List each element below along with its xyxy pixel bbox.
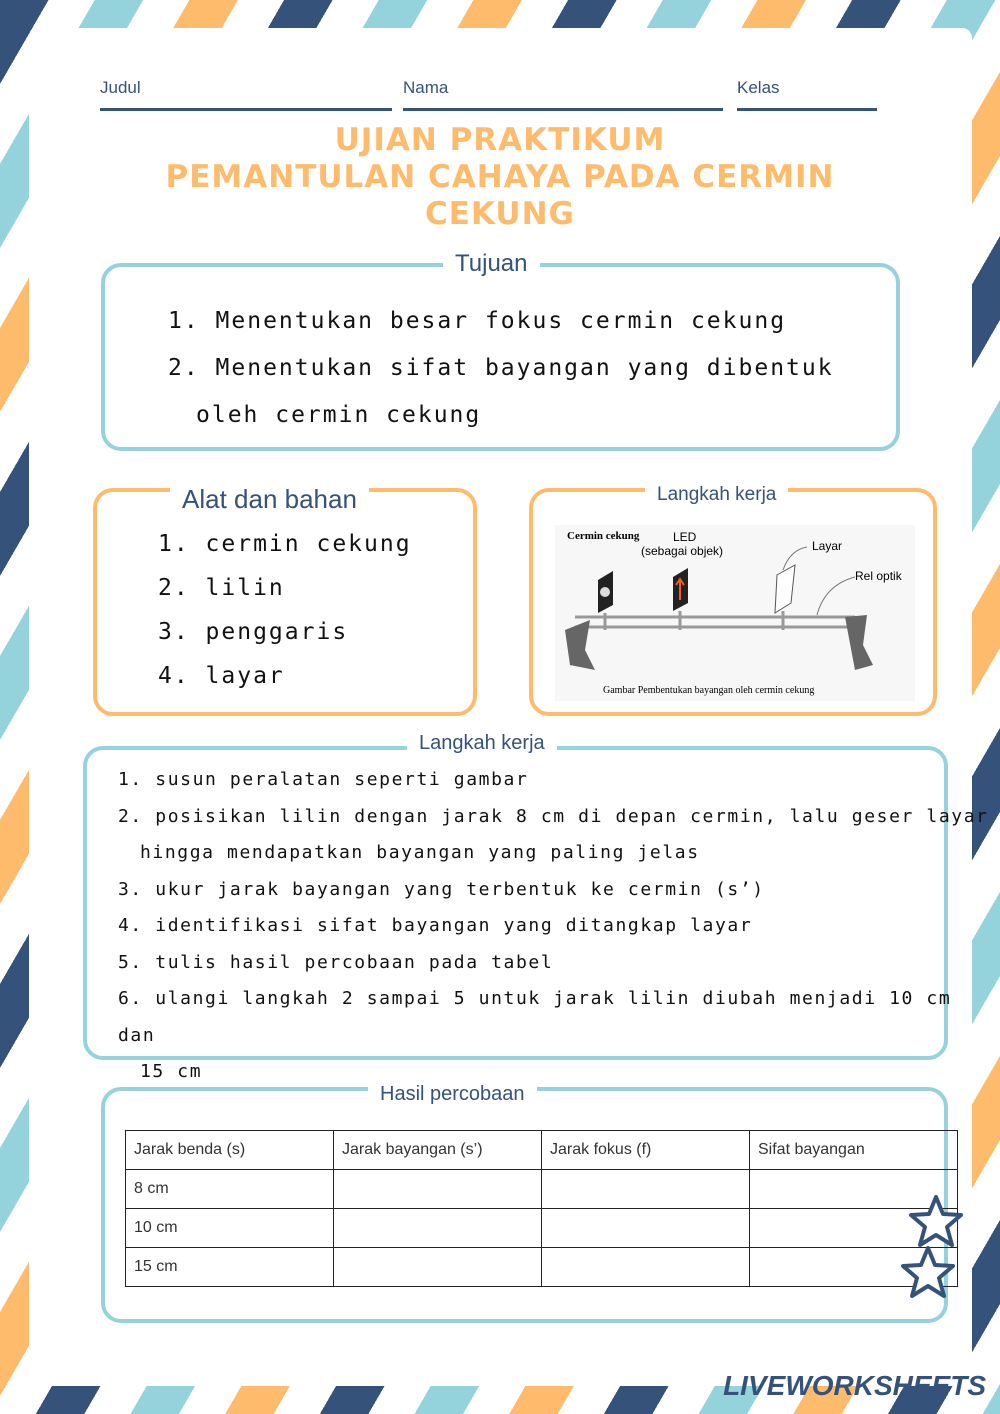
column-header: Jarak bayangan (s’) (334, 1131, 542, 1170)
title-line: CEKUNG (425, 196, 575, 232)
star-icon (900, 1245, 956, 1299)
brand-text: LIVEWORKSHEETS (723, 1370, 986, 1401)
cell-input[interactable] (334, 1209, 542, 1248)
table-header-row (126, 1131, 958, 1170)
nama-label: Nama (403, 78, 449, 97)
list-item: 2. lilin (158, 575, 285, 601)
list-item: 3. penggaris (158, 619, 349, 645)
figure-caption: Gambar Pembentukan bayangan oleh cermin cekung (603, 685, 815, 696)
tujuan-list (168, 298, 834, 439)
label-led: LED (673, 530, 697, 544)
hasil-heading: Hasil percobaan (368, 1083, 537, 1106)
title-line: PEMANTULAN CAHAYA PADA CERMIN (165, 159, 835, 195)
kelas-field[interactable] (737, 108, 877, 111)
page-title (0, 122, 1000, 233)
table-row (126, 1209, 958, 1248)
list-item: 1. susun peralatan seperti gambar (118, 769, 529, 790)
kelas-label: Kelas (737, 78, 780, 97)
list-item: 6. ulangi langkah 2 sampai 5 untuk jarak lilin diubah menjadi 10 cm dan (118, 988, 952, 1046)
cell-input[interactable] (334, 1248, 542, 1287)
table-row (126, 1248, 958, 1287)
list-item: 1. cermin cekung (158, 531, 412, 557)
cell-input[interactable] (542, 1170, 750, 1209)
list-item: 2. Menentukan sifat bayangan yang dibentuk (168, 355, 834, 381)
optical-bench-diagram (555, 525, 915, 701)
cell-jarak-benda: 10 cm (126, 1209, 334, 1248)
judul-label: Judul (100, 78, 141, 97)
list-item: 4. layar (158, 663, 285, 689)
cell-input[interactable] (334, 1170, 542, 1209)
results-table (125, 1130, 958, 1287)
langkah-list (118, 762, 1000, 1091)
list-item: 5. tulis hasil percobaan pada tabel (118, 951, 554, 973)
nama-field[interactable] (403, 108, 723, 111)
list-item: 1. Menentukan besar fokus cermin cekung (168, 308, 787, 334)
table-row (126, 1170, 958, 1209)
label-led-sub: (sebagai objek) (641, 544, 724, 558)
liveworksheets-logo (723, 1370, 986, 1402)
cell-input[interactable] (542, 1209, 750, 1248)
cell-jarak-benda: 8 cm (126, 1170, 334, 1209)
label-cermin: Cermin cekung (567, 530, 640, 542)
tujuan-heading: Tujuan (443, 250, 540, 278)
cell-jarak-benda: 15 cm (126, 1248, 334, 1287)
list-item: 4. identifikasi sifat bayangan yang ditangkap layar (118, 915, 753, 936)
column-header: Jarak benda (s) (126, 1131, 334, 1170)
list-item: oleh cermin cekung (196, 402, 482, 428)
alat-heading: Alat dan bahan (170, 484, 369, 515)
alat-list (158, 522, 412, 698)
list-item: 15 cm (140, 1061, 203, 1082)
list-item: hingga mendapatkan bayangan yang paling jelas (140, 842, 700, 863)
label-rel: Rel optik (855, 569, 902, 583)
list-item: 2. posisikan lilin dengan jarak 8 cm di depan cermin, lalu geser layar (118, 805, 989, 827)
label-layar: Layar (812, 539, 843, 553)
cell-input[interactable] (542, 1248, 750, 1287)
column-header: Jarak fokus (f) (542, 1131, 750, 1170)
langkah-heading: Langkah kerja (407, 732, 557, 755)
title-line: UJIAN PRAKTIKUM (334, 122, 666, 158)
judul-field[interactable] (100, 108, 392, 111)
star-icon (908, 1194, 964, 1248)
figure-heading: Langkah kerja (645, 484, 788, 506)
column-header: Sifat bayangan (750, 1131, 958, 1170)
list-item: 3. ukur jarak bayangan yang terbentuk ke cermin (s’) (118, 878, 765, 900)
